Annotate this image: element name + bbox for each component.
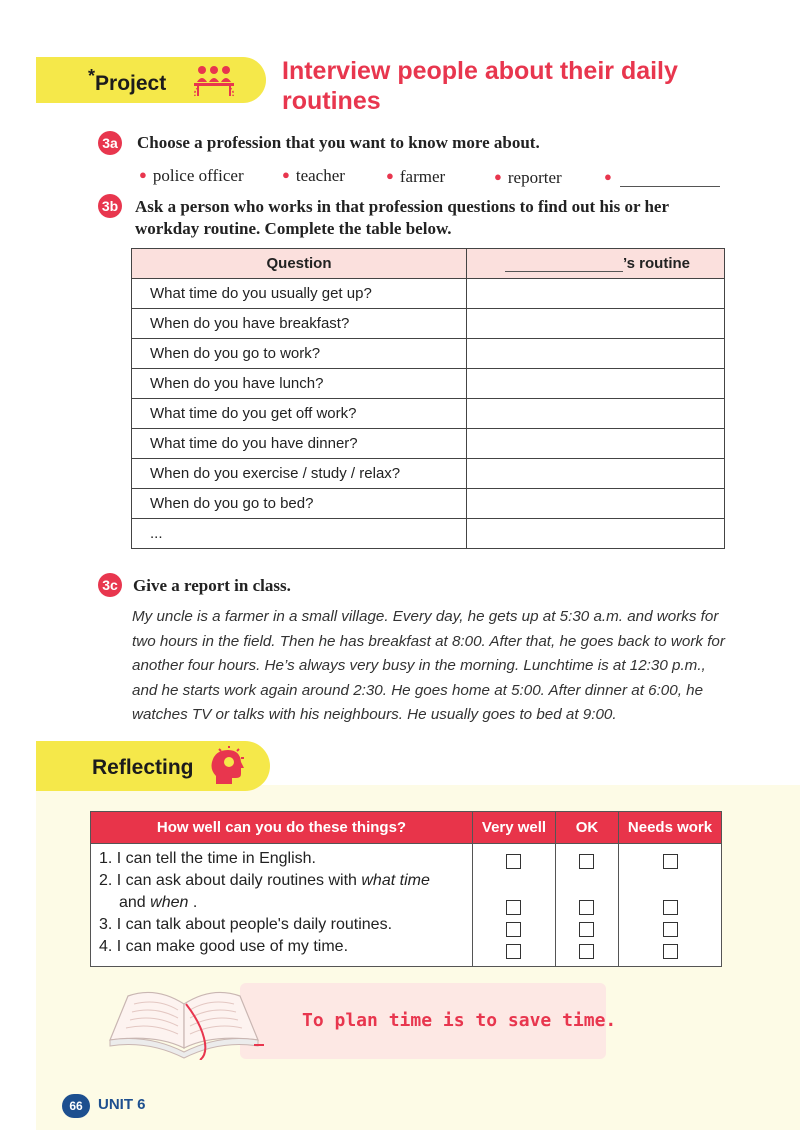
table-row [132,339,725,369]
table-row [132,459,725,489]
reflecting-label: Reflecting [92,756,194,779]
checkbox[interactable] [506,900,521,915]
profession-option: ● farmer [386,167,446,186]
skill-item: 1. I can tell the time in English. [99,850,316,867]
skill-item: 3. I can talk about people's daily routines. [99,916,393,933]
step-3a-badge: 3a [98,131,122,155]
table-row [132,489,725,519]
report-example [132,605,732,728]
project-label: *Project [88,66,167,95]
table-row [132,519,725,549]
step-3b-badge: 3b [98,194,122,218]
table-row [132,279,725,309]
checkbox[interactable] [506,854,521,869]
routine-header: ’s routine [467,249,725,279]
skills-header: How well can you do these things? [91,812,473,844]
table-row [132,309,725,339]
table-row [91,844,722,967]
page-number-badge: 66 [62,1094,90,1118]
answer-cell[interactable] [467,489,725,519]
motto-text: To plan time is to save time. [302,1010,617,1031]
report-line: another four hours. He’s always very busy in the morning. Lunchtime is at 12:30 p.m., [132,657,706,674]
checkbox[interactable] [506,944,521,959]
answer-cell[interactable] [467,369,725,399]
project-title: Interview people about their daily routines [282,57,678,115]
step-3b-instruction: Ask a person who works in that profession questions to find out his or her workday routine. Complete the table below. [135,197,670,238]
checkbox[interactable] [663,944,678,959]
step-3a-instruction: Choose a profession that you want to know more about. [137,133,540,152]
step-3c-badge: 3c [98,573,122,597]
answer-cell[interactable] [467,519,725,549]
checkbox[interactable] [579,922,594,937]
question-header: Question [132,249,467,279]
question-cell: What time do you have dinner? [132,429,467,459]
self-assessment-table [90,811,722,967]
needs-work-column [619,844,722,967]
checkbox[interactable] [663,922,678,937]
profession-option: ● reporter [494,168,562,187]
unit-label: UNIT 6 [98,1096,146,1113]
checkbox[interactable] [579,900,594,915]
name-blank[interactable] [505,257,623,272]
answer-cell[interactable] [467,399,725,429]
very-well-header: Very well [473,812,556,844]
skill-item: 2. I can ask about daily routines with what time [99,872,430,889]
ok-header: OK [556,812,619,844]
bullet-icon: ● [139,167,147,182]
report-line: two hours in the field. Then he has breakfast at 8:00. After that, he goes back to work for [132,632,725,650]
bullet-icon: ● [604,169,612,184]
bullet-icon: ● [386,168,394,183]
profession-option: ● police officer [139,166,244,185]
question-cell: When do you go to bed? [132,489,467,519]
table-row [132,399,725,429]
table-header-row [132,249,725,279]
question-cell: When do you exercise / study / relax? [132,459,467,489]
question-cell: When do you have breakfast? [132,309,467,339]
thinking-head-icon [210,746,246,786]
bullet-icon: ● [494,169,502,184]
checkbox[interactable] [506,922,521,937]
skills-list [91,844,473,967]
report-line: watches TV or talks with his neighbours. He usually goes to bed at 9:00. [132,706,617,723]
question-cell: What time do you usually get up? [132,279,467,309]
answer-cell[interactable] [467,459,725,489]
profession-blank-line[interactable] [620,186,720,187]
very-well-column [473,844,556,967]
ok-column [556,844,619,967]
table-header-row [91,812,722,844]
open-book-icon [104,978,264,1060]
answer-cell[interactable] [467,429,725,459]
profession-option: ● teacher [282,166,345,185]
answer-cell[interactable] [467,339,725,369]
table-row [132,369,725,399]
group-meeting-icon [192,64,236,98]
answer-cell[interactable] [467,309,725,339]
question-cell[interactable]: ... [132,519,467,549]
checkbox[interactable] [663,854,678,869]
question-cell: What time do you get off work? [132,399,467,429]
interview-table [131,248,725,549]
bullet-icon: ● [282,167,290,182]
checkbox[interactable] [579,944,594,959]
report-line: and he starts work again around 2:30. He goes home at 5:00. After dinner at 6:00, he [132,681,704,699]
step-3c-instruction: Give a report in class. [133,576,291,595]
needs-work-header: Needs work [619,812,722,844]
report-line: My uncle is a farmer in a small village. Every day, he gets up at 5:30 a.m. and works for [132,608,719,625]
question-cell: When do you go to work? [132,339,467,369]
checkbox[interactable] [663,900,678,915]
skill-item: 4. I can make good use of my time. [99,938,349,955]
profession-option-blank [604,168,618,188]
checkbox[interactable] [579,854,594,869]
answer-cell[interactable] [467,279,725,309]
table-row [132,429,725,459]
skill-item-continued: and when . [119,894,198,911]
question-cell: When do you have lunch? [132,369,467,399]
